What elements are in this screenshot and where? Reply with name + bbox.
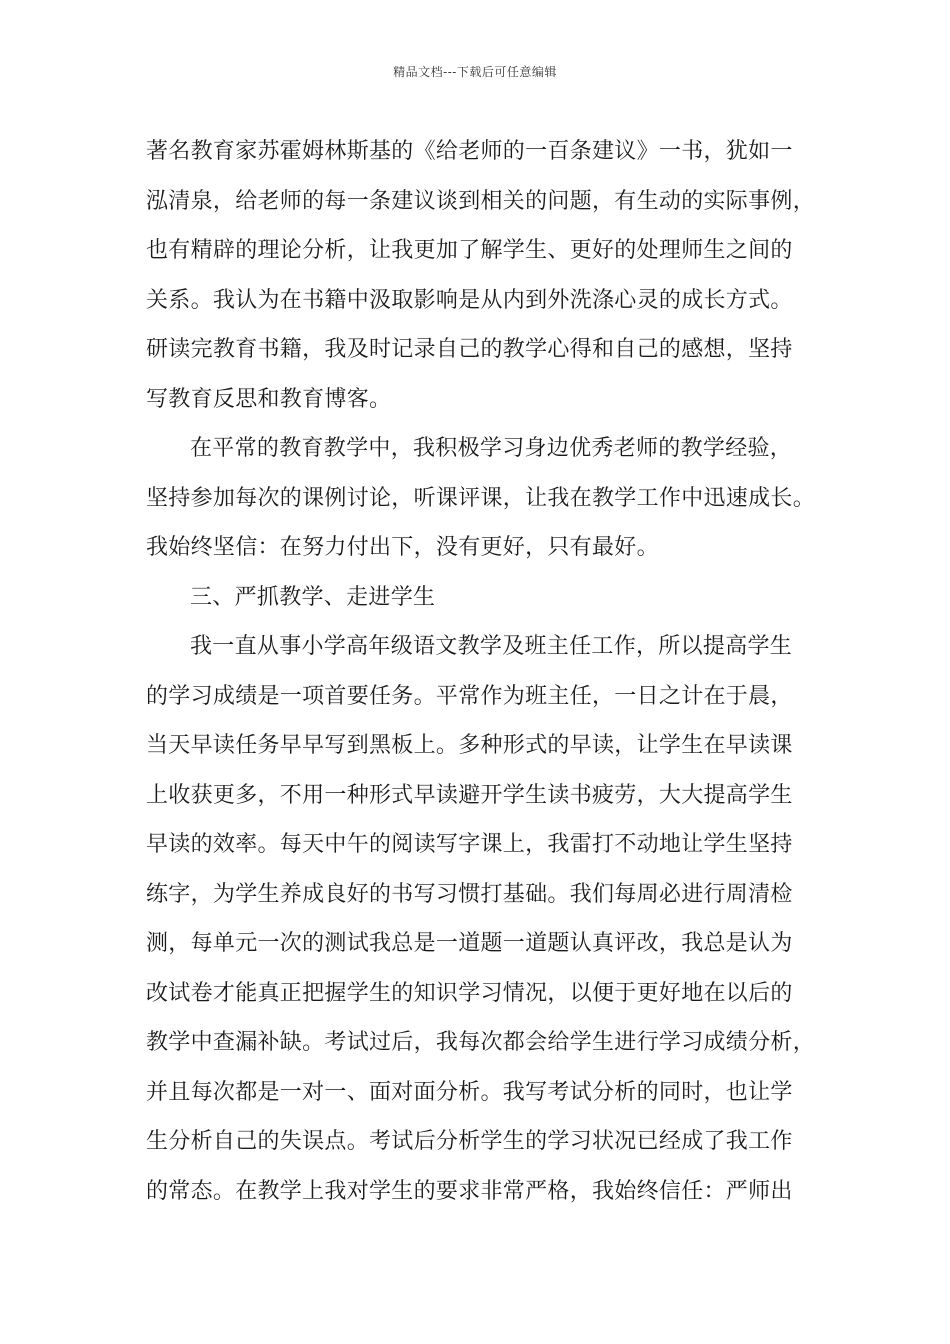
text-line: 测，每单元一次的测试我总是一道题一道题认真评改，我总是认为 — [146, 931, 793, 956]
document-body — [146, 127, 826, 1216]
text-line: 改试卷才能真正把握学生的知识学习情况，以便于更好地在以后的 — [146, 980, 793, 1006]
text-line: 三、严抓教学、走进学生 — [190, 584, 436, 610]
text-line: 教学中查漏补缺。考试过后，我每次都会给学生进行学习成绩分析， — [146, 1030, 816, 1055]
text-line: 练字，为学生养成良好的书写习惯打基础。我们每周必进行周清检 — [146, 881, 793, 907]
text-line: 写教育反思和教育博客。 — [146, 386, 392, 412]
text-line: 关系。我认为在书籍中汲取影响是从内到外洗涤心灵的成长方式。 — [146, 287, 793, 313]
text-line: 我一直从事小学高年级语文教学及班主任工作，所以提高学生 — [190, 634, 793, 659]
text-line: 研读完教育书籍，我及时记录自己的教学心得和自己的感想，坚持 — [146, 337, 793, 362]
text-line: 上收获更多，不用一种形式早读避开学生读书疲劳，大大提高学生 — [146, 782, 793, 808]
page-header: 精品文档---下载后可任意编辑 — [393, 65, 557, 79]
text-line: 并且每次都是一对一、面对面分析。我写考试分析的同时，也让学 — [146, 1079, 793, 1105]
text-line: 的常态。在教学上我对学生的要求非常严格，我始终信任：严师出 — [146, 1178, 793, 1204]
text-line: 的学习成绩是一项首要任务。平常作为班主任，一日之计在于晨， — [146, 683, 793, 709]
text-line: 泓清泉，给老师的每一条建议谈到相关的问题，有生动的实际事例， — [146, 188, 816, 214]
text-line: 也有精辟的理论分析，让我更加了解学生、更好的处理师生之间的 — [146, 238, 793, 263]
text-line: 生分析自己的失误点。考试后分析学生的学习状况已经成了我工作 — [146, 1129, 793, 1154]
text-line: 我始终坚信：在努力付出下，没有更好，只有最好。 — [146, 535, 659, 560]
text-line: 早读的效率。每天中午的阅读写字课上，我雷打不动地让学生坚持 — [146, 832, 793, 857]
text-line: 当天早读任务早早写到黑板上。多种形式的早读，让学生在早读课 — [146, 733, 793, 758]
text-line: 在平常的教育教学中，我积极学习身边优秀老师的教学经验， — [190, 436, 793, 461]
text-line: 坚持参加每次的课例讨论，听课评课，让我在教学工作中迅速成长。 — [146, 485, 816, 511]
text-line: 著名教育家苏霍姆林斯基的《给老师的一百条建议》一书，犹如一 — [146, 139, 793, 164]
